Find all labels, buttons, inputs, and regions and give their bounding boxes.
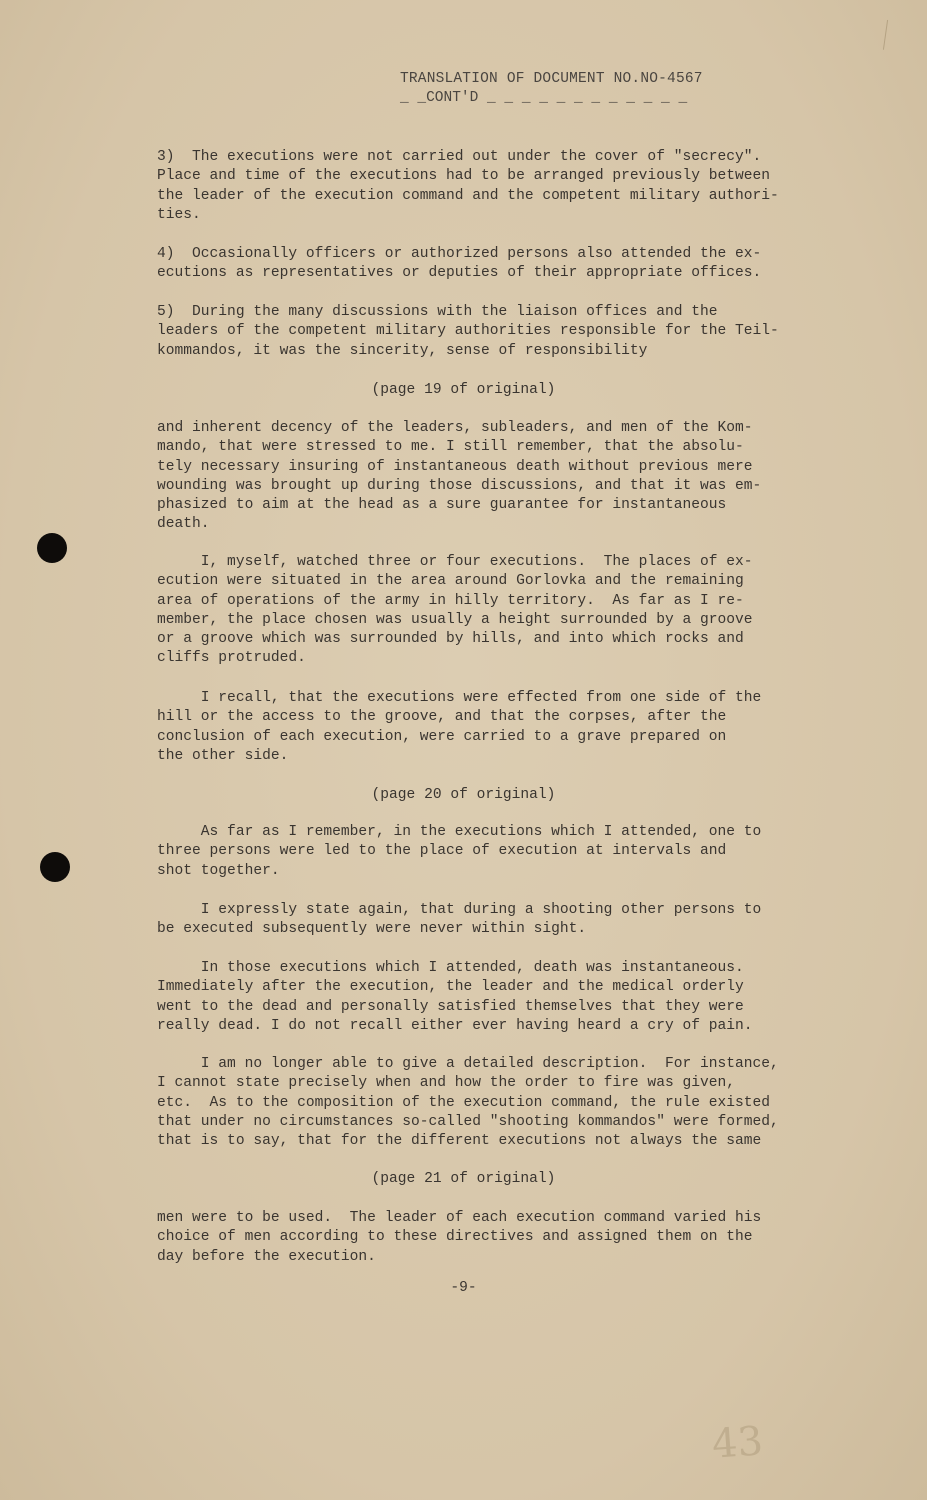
paragraph-not-in-sight: I expressly state again, that during a shooting other persons to be executed subsequently were never within sight. (157, 902, 762, 938)
paragraph-persons-led: As far as I remember, in the executions which I attended, one to three persons were led to the place of execution at intervals and shot together. (157, 824, 762, 879)
punch-hole-bottom (40, 852, 70, 882)
page-marker-21: (page 21 of original) (371, 1171, 556, 1187)
page-marker-20: (page 20 of original) (371, 787, 556, 803)
paragraph-3: 3) The executions were not carried out under the cover of "secrecy". Place and time of the executions had to be arranged previously between the leader of the execution command and the competent military authori- ties. (157, 149, 779, 223)
paragraph-5: 5) During the many discussions with the liaison offices and the leaders of the competent military authorities responsible for the Teil- kommandos, it was the sincerity, sense of responsibility (157, 304, 779, 359)
paragraph-executions-recall: I recall, that the executions were effected from one side of the hill or the access to the groove, and that the corpses, after the conclusion of each execution, were carried to a grave prepared on the other side. (157, 690, 762, 764)
document-title: TRANSLATION OF DOCUMENT NO.NO-4567 (400, 71, 703, 87)
paragraph-4: 4) Occasionally officers or authorized persons also attended the ex- ecutions as representatives or deputies of their appropriate offices. (157, 246, 762, 282)
page-marker-19: (page 19 of original) (371, 382, 556, 398)
pencil-mark (883, 20, 890, 50)
handwritten-folio-number: 43 (710, 1418, 765, 1468)
punch-hole-top (37, 533, 67, 563)
paragraph-instantaneous-death: In those executions which I attended, death was instantaneous. Immediately after the execution, the leader and the medical orderly went to the dead and personally satisfied themselves that they were really dead. I do not recall either ever having heard a cry of pain. (157, 960, 753, 1034)
paragraph-5-continued: and inherent decency of the leaders, subleaders, and men of the Kom- mando, that were stressed to me. I still remember, that the absolu- tely necessary insuring of instantaneous death without previous mere wounding was brought up during those discussions, and that it was em- phasized to aim at the head as a sure guarantee for instantaneous death. (157, 420, 762, 533)
paragraph-detailed-description: I am no longer able to give a detailed description. For instance, I cannot state precisely when and how the order to fire was given, etc. As to the composition of the execution command, the rule existed that under no circumstances so-called "shooting kommandos" were formed, that is to say, that for the different executions not always the same (157, 1056, 779, 1150)
page-number: -9- (450, 1280, 477, 1296)
paragraph-executions-watched: I, myself, watched three or four executions. The places of ex- ecution were situated in the area around Gorlovka and the remaining area of operations of the army in hilly territory. As far as I re- member, the place chosen was usually a height surrounded by a groove or a groove which was surrounded by hills, and into which rocks and cliffs protruded. (157, 554, 753, 667)
paragraph-men-used: men were to be used. The leader of each execution command varied his choice of men according to these directives and assigned them on the day before the execution. (157, 1210, 762, 1265)
continued-line: _ _CONT'D _ _ _ _ _ _ _ _ _ _ _ _ (400, 90, 688, 106)
